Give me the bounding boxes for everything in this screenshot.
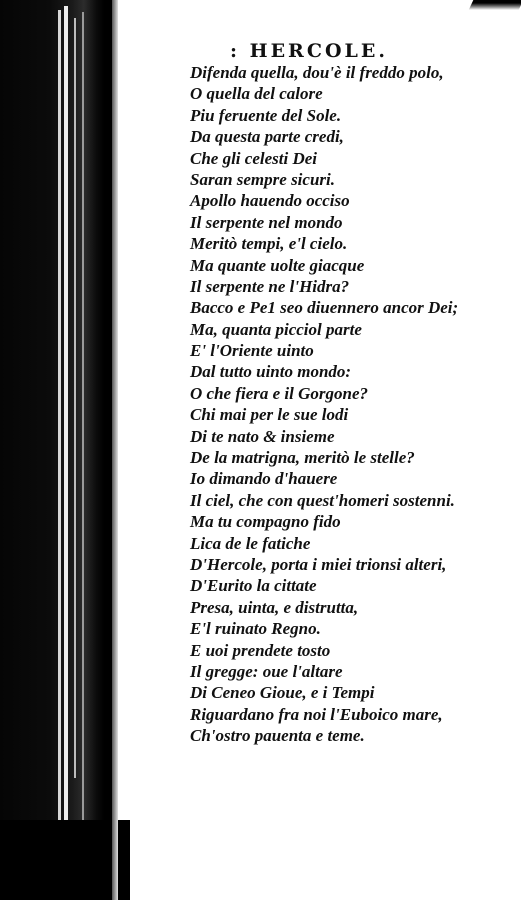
verse-line: O che fiera e il Gorgone? [190, 383, 369, 403]
verse-line: Piu feruente del Sole. [190, 105, 342, 125]
verse-line: E uoi prendete tosto [190, 640, 331, 660]
verse-line: E' l'Oriente uinto [190, 341, 314, 361]
verse-line: Ma quante uolte giacque [190, 255, 365, 275]
verse-line: Bacco e Pe1 seo diuennero ancor Dei; [190, 298, 459, 318]
verse-line: De la matrigna, meritò le stelle? [190, 448, 415, 468]
verse-line: Meritò tempi, e'l cielo. [190, 234, 348, 254]
binding-stripe [58, 10, 61, 870]
book-binding-gutter [0, 0, 112, 900]
binding-stripe [64, 6, 68, 876]
verse-line: Chi mai per le sue lodi [190, 405, 349, 425]
verse-line: Che gli celesti Dei [190, 148, 318, 168]
corner-mark [469, 0, 521, 10]
verse-line: D'Eurito la cittate [190, 576, 317, 596]
verse-line: O quella del calore [190, 84, 323, 104]
verse-line: Lica de le fatiche [190, 533, 311, 553]
binding-stripe [82, 12, 84, 832]
verse-line: Il gregge: oue l'altare [190, 661, 343, 681]
verse-line: Dal tutto uinto mondo: [190, 362, 352, 382]
page-edge [112, 0, 118, 900]
verse-line: Difenda quella, dou'è il freddo polo, [190, 63, 444, 82]
verse-line: Presa, uinta, e distrutta, [190, 597, 359, 617]
verse-line: D'Hercole, porta i miei trionsi alteri, [190, 554, 447, 574]
binding-stripe [74, 18, 76, 778]
verse-line: Ma tu compagno fido [190, 512, 341, 532]
verse-line: Saran sempre sicuri. [190, 169, 335, 189]
running-head: : HERCOLE. [230, 40, 388, 62]
verse-line: Di Ceneo Gioue, e i Tempi [190, 683, 375, 703]
verse-line: Ch'ostro pauenta e teme. [190, 726, 365, 746]
verse-line: Riguardano fra noi l'Euboico mare, [190, 704, 443, 724]
binding-shadow [0, 820, 130, 900]
verse-line: Io dimando d'hauere [190, 469, 338, 489]
verse-line: Il serpente ne l'Hidra? [190, 276, 350, 296]
verse-line: Apollo hauendo occiso [190, 191, 350, 211]
verse-line: Di te nato & insieme [190, 426, 335, 446]
verse-line: Ma, quanta picciol parte [190, 319, 362, 339]
poem-text [190, 62, 458, 747]
verse-line: Il serpente nel mondo [190, 212, 343, 232]
verse-line: E'l ruinato Regno. [190, 619, 321, 639]
verse-line: Da questa parte credi, [190, 127, 344, 147]
verse-line: Il ciel, che con quest'homeri sostenni. [190, 490, 455, 510]
